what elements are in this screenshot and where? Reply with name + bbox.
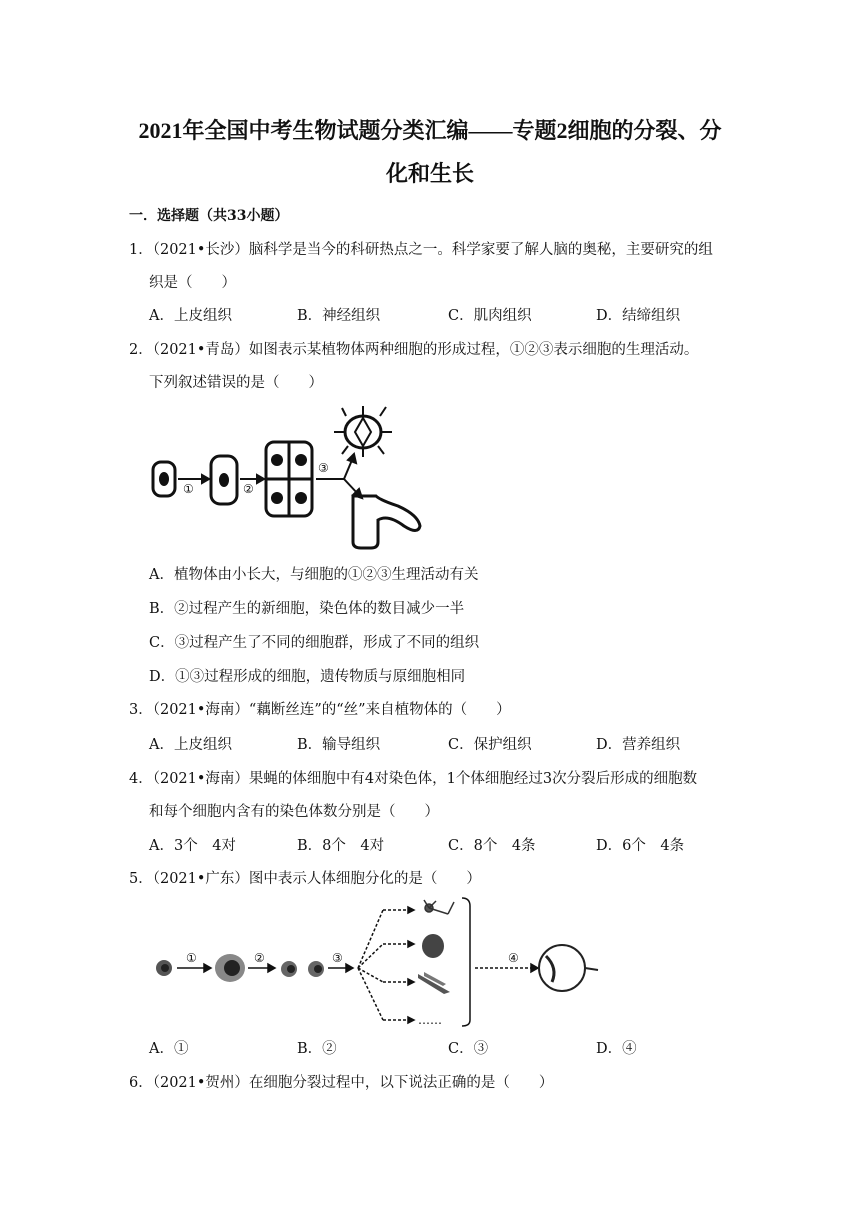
page-title-line2: 化和生长 (385, 161, 474, 186)
section-heading: 一．选择题（共33小题） (129, 208, 289, 224)
question-4-option-c[interactable]: C．8个 4条 (448, 838, 536, 854)
question-2-stem: 2．（2021•青岛）如图表示某植物体两种细胞的形成过程，①②③表示细胞的生理活动。 (129, 342, 699, 358)
question-1-stem-cont: 织是（ ） (149, 275, 236, 291)
figure-label-4: ④ (508, 951, 519, 965)
question-6-stem: 6．（2021•贺州）在细胞分裂过程中，以下说法正确的是（ ） (129, 1075, 554, 1091)
figure-label-1: ① (183, 482, 194, 496)
figure-label-1: ① (186, 951, 197, 965)
page-title-line1: 2021年全国中考生物试题分类汇编——专题2细胞的分裂、分 (138, 118, 722, 143)
plant-cell-process-figure (148, 402, 438, 552)
question-1-option-d[interactable]: D．结缔组织 (596, 308, 681, 324)
question-3-option-c[interactable]: C．保护组织 (448, 737, 532, 753)
question-1-option-a[interactable]: A．上皮组织 (149, 308, 232, 324)
figure-ellipsis: …… (418, 1013, 442, 1027)
question-3-option-a[interactable]: A．上皮组织 (149, 737, 232, 753)
figure-label-3: ③ (318, 461, 329, 475)
question-1-stem: 1．（2021•长沙）脑科学是当今的科研热点之一。科学家要了解人脑的奥秘，主要研究的组 (129, 242, 713, 258)
question-4-option-a[interactable]: A．3个 4对 (149, 838, 236, 854)
figure-label-3: ③ (332, 951, 343, 965)
question-5-option-c[interactable]: C．③ (448, 1041, 489, 1057)
question-5-option-a[interactable]: A．① (149, 1041, 189, 1057)
elongated-tissue-cell (353, 496, 420, 548)
question-4-stem: 4．（2021•海南）果蝇的体细胞中有4对染色体，1个体细胞经过3次分裂后形成的细胞数 (129, 771, 698, 787)
question-5-stem: 5．（2021•广东）图中表示人体细胞分化的是（ ） (129, 871, 481, 887)
question-3-stem: 3．（2021•海南）“藕断丝连”的“丝”来自植物体的（ ） (129, 702, 511, 718)
figure-label-2: ② (254, 951, 265, 965)
question-2-stem-cont: 下列叙述错误的是（ ） (149, 375, 323, 391)
question-4-option-b[interactable]: B．8个 4对 (297, 838, 385, 854)
question-5-option-d[interactable]: D．④ (596, 1041, 637, 1057)
question-3-option-d[interactable]: D．营养组织 (596, 737, 681, 753)
question-1-option-b[interactable]: B．神经组织 (297, 308, 381, 324)
question-4-stem-cont: 和每个细胞内含有的染色体数分别是（ ） (149, 804, 439, 820)
question-2-option-a[interactable]: A．植物体由小长大，与细胞的①②③生理活动有关 (149, 567, 479, 583)
human-cell-differentiation-figure (148, 896, 608, 1028)
question-5-option-b[interactable]: B．② (297, 1041, 337, 1057)
question-3-option-b[interactable]: B．输导组织 (297, 737, 381, 753)
figure-label-2: ② (243, 482, 254, 496)
question-4-option-d[interactable]: D．6个 4条 (596, 838, 685, 854)
question-2-option-d[interactable]: D．①③过程形成的细胞，遗传物质与原细胞相同 (149, 669, 466, 685)
question-2-option-c[interactable]: C．③过程产生了不同的细胞群，形成了不同的组织 (149, 635, 480, 651)
question-1-option-c[interactable]: C．肌肉组织 (448, 308, 532, 324)
question-2-option-b[interactable]: B．②过程产生的新细胞，染色体的数目减少一半 (149, 601, 465, 617)
